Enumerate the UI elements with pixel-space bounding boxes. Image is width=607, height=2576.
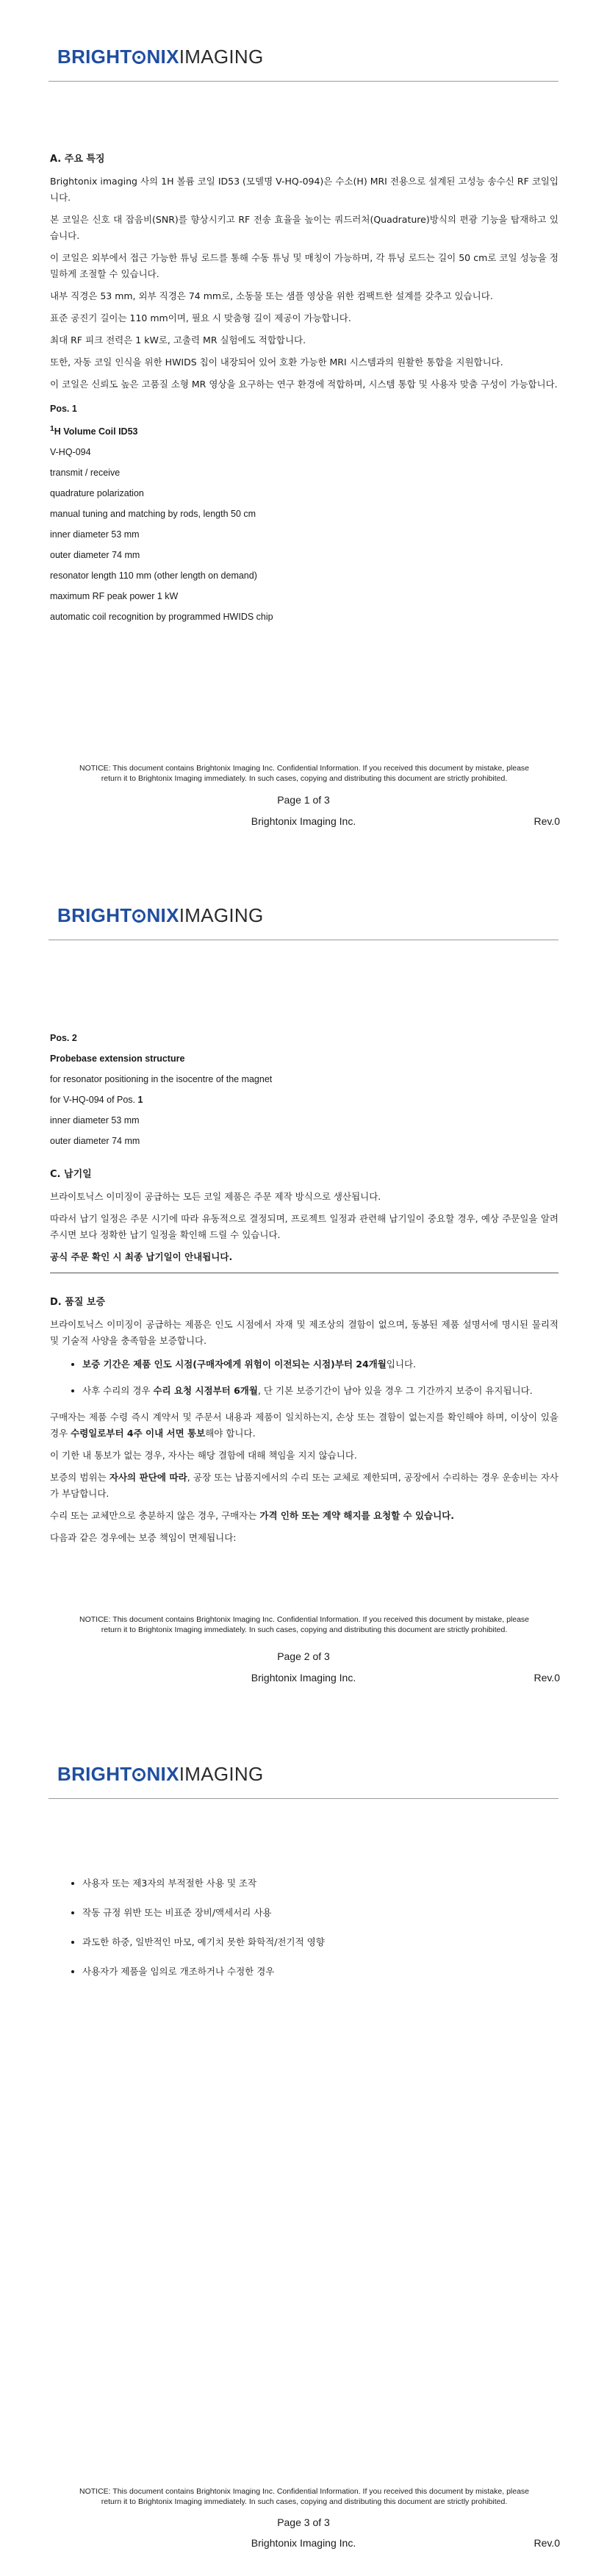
- page-1: [0, 0, 607, 859]
- page-3-content: [50, 1868, 558, 1993]
- pos2-spec: for V-HQ-094 of Pos. 1: [50, 1095, 143, 1105]
- pos2-title: Pos. 2: [50, 1033, 77, 1043]
- section-a-p8: 이 코일은 신뢰도 높은 고품질 소형 MR 영상을 요구하는 연구 환경에 적합하며, 시스템 통합 및 사용자 맞춤 구성이 가능합니다.: [50, 379, 558, 390]
- section-c-p1: 브라이토닉스 이미징이 공급하는 모든 코일 제품은 주문 제작 방식으로 생산됩니다.: [50, 1191, 381, 1202]
- section-d-title: D. 품질 보증: [50, 1297, 106, 1308]
- section-d-p3: 이 기한 내 통보가 없는 경우, 자사는 해당 결함에 대해 책임을 지지 않습니다.: [50, 1450, 357, 1461]
- page-1-content: [50, 151, 558, 627]
- footer-revision: Rev.0: [534, 815, 560, 827]
- section-a-title: A. 주요 특징: [50, 154, 105, 165]
- section-d-p2: 구매자는 제품 수령 즉시 계약서 및 주문서 내용과 제품이 일치하는지, 손상 또는 결함이 없는지를 확인해야 하며, 이상이 있을 경우 수령일로부터 4주 이내 서면 통보해야 합니다.: [50, 1412, 558, 1439]
- brand-logo: BRIGHT NIXIMAGING: [57, 46, 264, 68]
- page-2: [0, 859, 607, 1717]
- header-rule: [49, 1798, 558, 1799]
- section-a-p7: 또한, 자동 코일 인식을 위한 HWIDS 칩이 내장되어 있어 호환 가능한 MRI 시스템과의 원활한 통합을 지원합니다.: [50, 357, 503, 368]
- brand-logo: BRIGHT NIXIMAGING: [57, 904, 264, 926]
- warranty-list: [50, 1356, 558, 1399]
- page-number: Page 1 of 3: [277, 794, 330, 806]
- brand-logo: BRIGHT NIXIMAGING: [57, 1763, 264, 1785]
- exclusion-list: [50, 1875, 558, 1980]
- pos1-title: Pos. 1: [50, 404, 77, 414]
- list-item: • 사후 수리의 경우 수리 요청 시점부터 6개월, 단 기본 보증기간이 남아 있을 경우 그 기간까지 보증이 유지됩니다.: [82, 1383, 558, 1399]
- section-c-title: C. 납기일: [50, 1169, 92, 1180]
- list-item: • 과도한 하중, 일반적인 마모, 예기치 못한 화학적/전기적 영향: [82, 1934, 558, 1950]
- header-rule: [49, 81, 558, 82]
- list-item: • 사용자 또는 제3자의 부적절한 사용 및 조작: [82, 1875, 558, 1892]
- confidential-notice: NOTICE: This document contains Brightonix Imaging Inc. Confidential Information. If you received this document by mistake, please return it to Brightonix Imaging immediately. In such cases, copying and distributing this document are strictly prohibited.: [79, 2487, 530, 2506]
- logo-o-icon: [132, 1768, 146, 1781]
- footer-revision: Rev.0: [534, 1672, 560, 1684]
- section-a-p1: Brightonix imaging 사의 1H 볼륨 코일 ID53 (모델명 V-HQ-094)은 수소(H) MRI 전용으로 설계된 고성능 송수신 RF 코일입니다.: [50, 176, 558, 203]
- logo-o-icon: [132, 51, 146, 64]
- section-a-p6: 최대 RF 피크 전력은 1 kW로, 고출력 MR 실험에도 적합합니다.: [50, 334, 306, 346]
- pos1-spec: outer diameter 74 mm: [50, 550, 140, 561]
- list-item: • 작동 규정 위반 또는 비표준 장비/액세서리 사용: [82, 1905, 558, 1921]
- pos1-name: $^1$H Volume Coil ID53: [50, 425, 138, 437]
- pos1-spec: manual tuning and matching by rods, length 50 cm: [50, 509, 256, 520]
- section-a-p4: 내부 직경은 53 mm, 외부 직경은 74 mm로, 소동물 또는 샘플 영상을 위한 컴팩트한 설계를 갖추고 있습니다.: [50, 290, 493, 301]
- section-d-p4: 보증의 범위는 자사의 판단에 따라, 공장 또는 납품지에서의 수리 또는 교체로 제한되며, 공장에서 수리하는 경우 운송비는 자사가 부담합니다.: [50, 1472, 558, 1499]
- page-number: Page 2 of 3: [277, 1650, 330, 1662]
- pos2-name: Probebase extension structure: [50, 1053, 185, 1064]
- list-item: • 보증 기간은 제품 인도 시점(구매자에게 위험이 이전되는 시점)부터 24개월입니다.: [82, 1356, 558, 1373]
- confidential-notice: NOTICE: This document contains Brightonix Imaging Inc. Confidential Information. If you received this document by mistake, please return it to Brightonix Imaging immediately. In such cases, copying and distributing this document are strictly prohibited.: [79, 1615, 530, 1634]
- section-d-p5: 수리 또는 교체만으로 충분하지 않은 경우, 구매자는 가격 인하 또는 계약 해지를 요청할 수 있습니다.: [50, 1510, 455, 1521]
- pos2-spec: inner diameter 53 mm: [50, 1115, 140, 1126]
- pos2-spec: for resonator positioning in the isocentre of the magnet: [50, 1074, 273, 1084]
- page-2-content: [50, 1028, 558, 1552]
- footer-company: Brightonix Imaging Inc.: [251, 1672, 356, 1684]
- pos1-spec: resonator length 110 mm (other length on demand): [50, 570, 257, 582]
- footer-company: Brightonix Imaging Inc.: [251, 2537, 356, 2549]
- pos1-spec: automatic coil recognition by programmed HWIDS chip: [50, 612, 273, 623]
- footer-revision: Rev.0: [534, 2537, 560, 2549]
- section-a-p5: 표준 공진기 길이는 110 mm이며, 필요 시 맞춤형 길이 제공이 가능합니다.: [50, 312, 351, 323]
- pos1-spec: V-HQ-094: [50, 447, 91, 458]
- pos1-spec: maximum RF peak power 1 kW: [50, 591, 179, 602]
- section-a-p3: 이 코일은 외부에서 접근 가능한 튜닝 로드를 통해 수동 튜닝 및 매칭이 가능하며, 각 튜닝 로드는 길이 50 cm로 코일 성능을 정밀하게 조절할 수 있습니다.: [50, 252, 558, 279]
- section-d-p6: 다음과 같은 경우에는 보증 책임이 면제됩니다:: [50, 1532, 237, 1543]
- confidential-notice: NOTICE: This document contains Brightonix Imaging Inc. Confidential Information. If you received this document by mistake, please return it to Brightonix Imaging immediately. In such cases, copying and distributing this document are strictly prohibited.: [79, 764, 530, 783]
- footer-company: Brightonix Imaging Inc.: [251, 815, 356, 827]
- pos1-spec: transmit / receive: [50, 468, 121, 479]
- list-item: • 사용자가 제품을 임의로 개조하거나 수정한 경우: [82, 1964, 558, 1980]
- section-c-p3: 공식 주문 확인 시 최종 납기일이 안내됩니다.: [50, 1251, 233, 1262]
- pos2-spec: outer diameter 74 mm: [50, 1136, 140, 1146]
- section-d-p1: 브라이토닉스 이미징이 공급하는 제품은 인도 시점에서 자재 및 제조상의 결함이 없으며, 동봉된 제품 설명서에 명시된 물리적 및 기술적 사양을 충족함을 보증합니다.: [50, 1319, 558, 1346]
- section-c-p2: 따라서 납기 일정은 주문 시기에 따라 유동적으로 결정되며, 프로젝트 일정과 관련해 납기일이 중요할 경우, 예상 주문일을 알려주시면 보다 정확한 납기 일정을 확인해 드릴 수 있습니다.: [50, 1213, 558, 1240]
- page-3: [0, 1717, 607, 2576]
- page-number: Page 3 of 3: [277, 2516, 330, 2528]
- pos1-spec: quadrature polarization: [50, 488, 144, 499]
- logo-o-icon: [132, 909, 146, 923]
- section-a-p2: 본 코일은 신호 대 잡음비(SNR)를 향상시키고 RF 전송 효율을 높이는 쿼드러처(Quadrature)방식의 편광 기능을 탑재하고 있습니다.: [50, 214, 558, 241]
- pos1-spec: inner diameter 53 mm: [50, 529, 140, 540]
